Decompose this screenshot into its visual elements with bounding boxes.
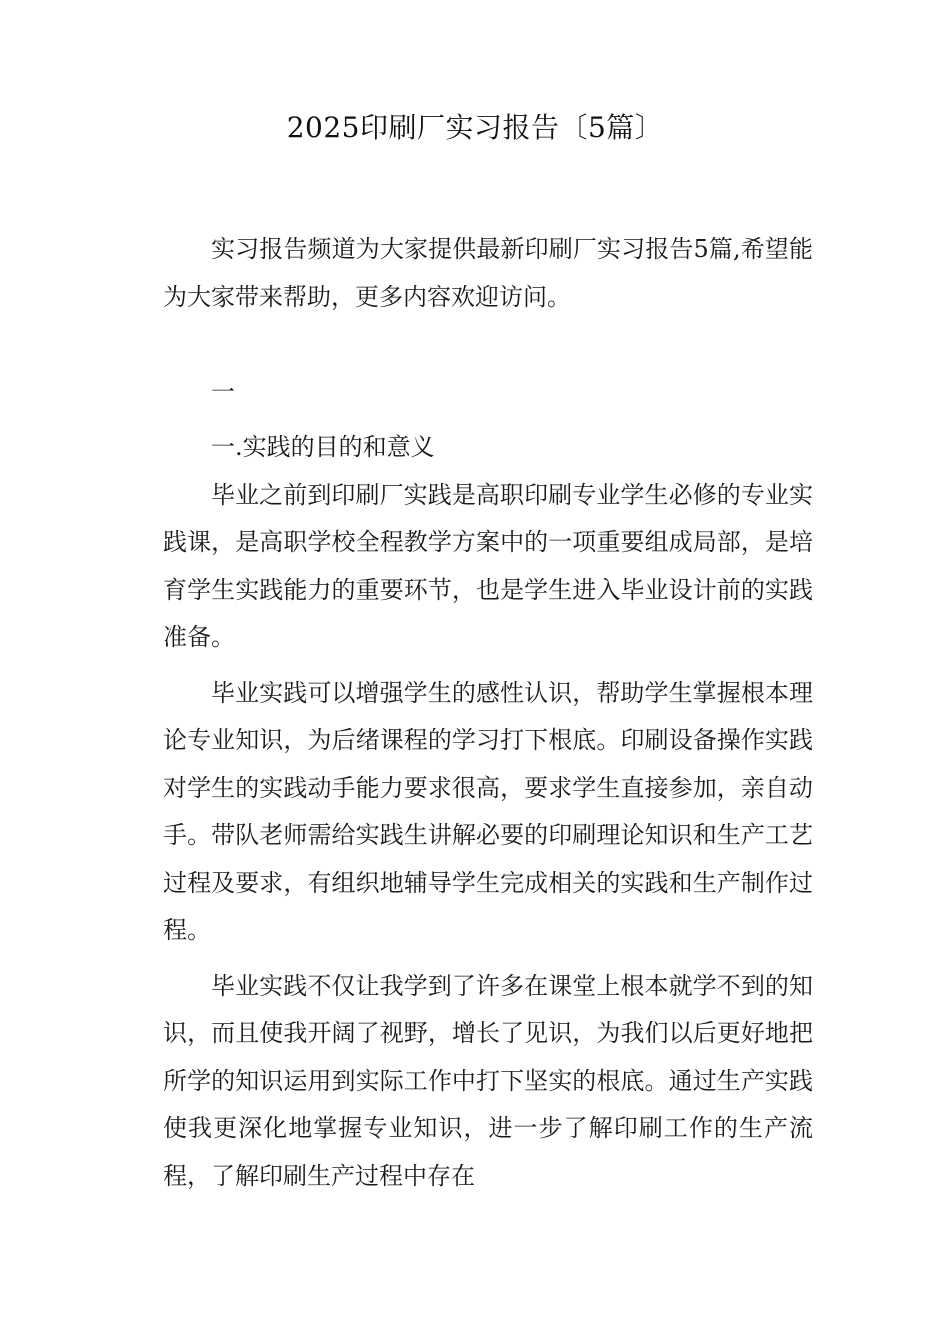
section-heading: 一.实践的目的和意义: [211, 433, 435, 461]
document-title: 2025印刷厂实习报告〔5篇〕: [286, 111, 664, 144]
body-paragraph: 毕业实践可以增强学生的感性认识，帮助学生掌握根本理论专业知识，为后绪课程的学习打下根底。印刷设备操作实践对学生的实践动手能力要求很高，要求学生直接参加，亲自动手。带队老师需给实践生讲解必要的印刷理论知识和生产工艺过程及要求，有组织地辅导学生完成相关的实践和生产制作过程。: [163, 678, 813, 944]
document-body: [163, 226, 813, 1200]
body-paragraph: 毕业实践不仅让我学到了许多在课堂上根本就学不到的知识，而且使我开阔了视野，增长了见识，为我们以后更好地把所学的知识运用到实际工作中打下坚实的根底。通过生产实践使我更深化地掌握专业知识，进一步了解印刷工作的生产流程，了解印刷生产过程中存在: [163, 971, 813, 1190]
body-paragraph: 毕业之前到印刷厂实践是高职印刷专业学生必修的专业实践课，是高职学校全程教学方案中的一项重要组成局部，是培育学生实践能力的重要环节，也是学生进入毕业设计前的实践准备。: [163, 480, 813, 651]
part-marker: 一: [211, 377, 235, 406]
intro-paragraph: 实习报告频道为大家提供最新印刷厂实习报告5篇,希望能为大家带来帮助，更多内容欢迎访问。: [163, 235, 813, 311]
